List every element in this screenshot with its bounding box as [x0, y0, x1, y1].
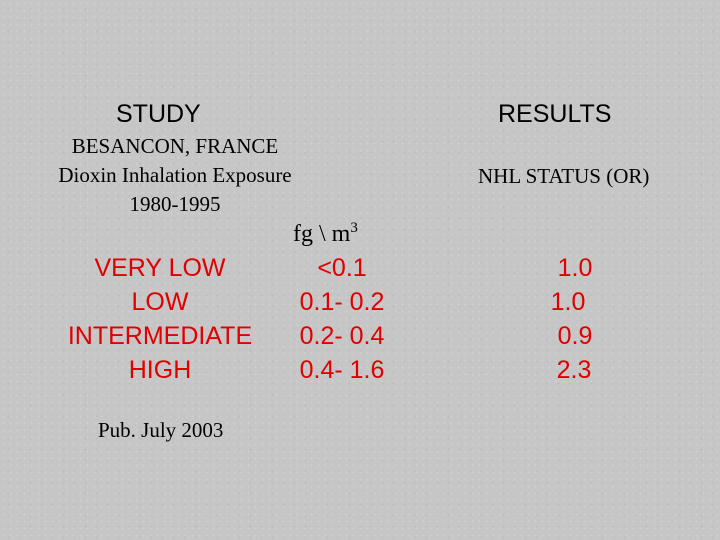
exposure-range: 0.2- 0.4: [299, 322, 385, 350]
study-period: 1980-1995: [129, 192, 221, 216]
exposure-level-label: HIGH: [128, 356, 192, 384]
study-location: BESANCON, FRANCE: [71, 134, 279, 158]
unit-label: [293, 220, 358, 248]
study-heading: STUDY: [116, 100, 201, 128]
odds-ratio: 1.0: [557, 254, 593, 282]
unit-exponent: 3: [350, 220, 358, 236]
study-exposure: Dioxin Inhalation Exposure: [58, 163, 292, 187]
exposure-level-label: INTERMEDIATE: [67, 322, 253, 350]
odds-ratio: 2.3: [556, 356, 592, 384]
exposure-range: <0.1: [317, 254, 367, 282]
exposure-level-label: VERY LOW: [94, 254, 226, 282]
results-heading: RESULTS: [498, 100, 612, 128]
study-description: [20, 132, 330, 219]
publication-date: Pub. July 2003: [98, 418, 224, 442]
unit-base: fg \ m: [293, 221, 351, 247]
nhl-status-label: NHL STATUS (OR): [478, 164, 650, 188]
exposure-range: 0.4- 1.6: [299, 356, 385, 384]
odds-ratio: 0.9: [557, 322, 593, 350]
odds-ratio: 1.0: [550, 288, 586, 316]
exposure-level-label: LOW: [131, 288, 189, 316]
exposure-range: 0.1- 0.2: [299, 288, 385, 316]
